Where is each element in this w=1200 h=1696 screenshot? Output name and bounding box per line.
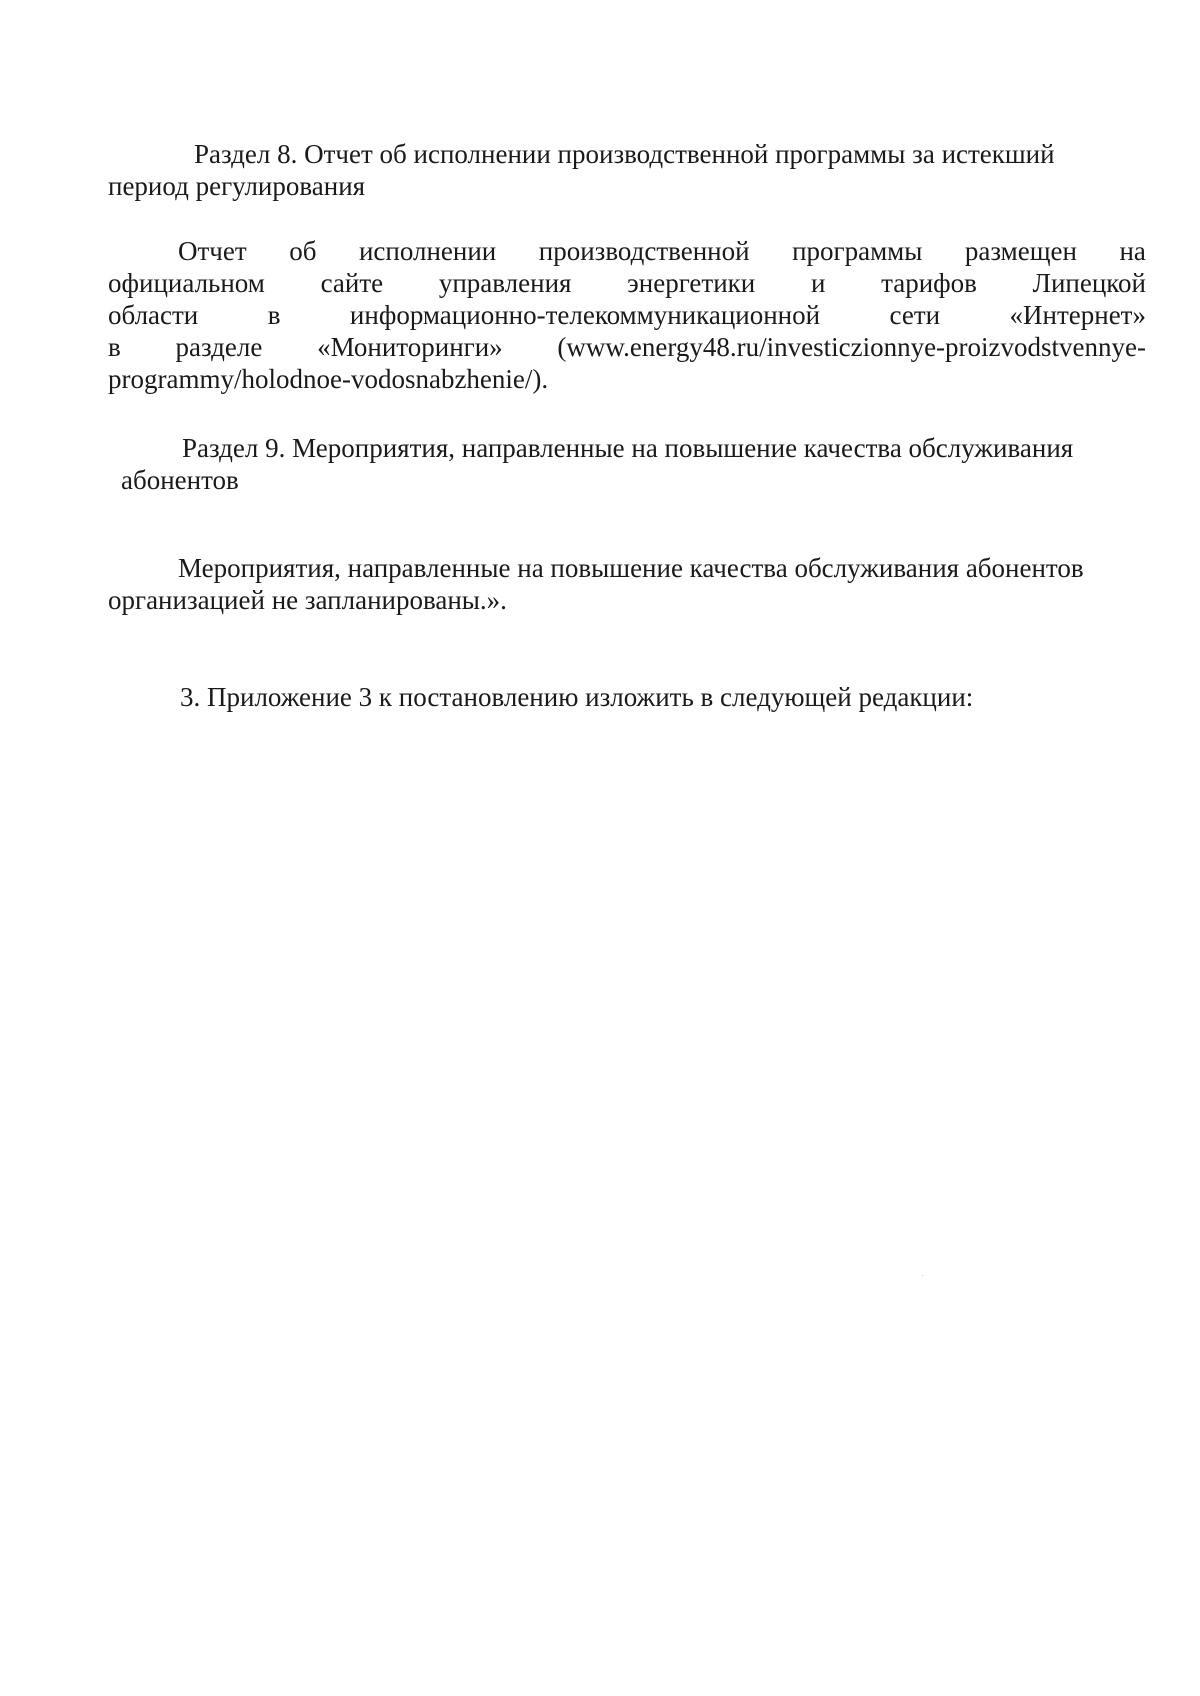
report-line-5: programmy/holodnoe-vodosnabzhenie/). xyxy=(108,364,549,394)
item-3-line-1: 3. Приложение 3 к постановлению изложить в следующей редакции: xyxy=(180,682,974,712)
measures-text: Мероприятия, направленные на повышение качества обслуживания абонентов xyxy=(178,553,1084,583)
report-line-4 xyxy=(108,331,1146,363)
report-line-3 xyxy=(108,299,1146,331)
report-word: сайте xyxy=(320,268,384,298)
report-word: Отчет xyxy=(178,236,247,266)
report-word: исполнении xyxy=(358,236,497,266)
item-3-paragraph xyxy=(108,681,1146,713)
report-word: об xyxy=(289,236,317,266)
section-9-line-1 xyxy=(108,432,1146,464)
report-word: и xyxy=(810,268,826,298)
report-word: Липецкой xyxy=(1032,268,1146,298)
section-8-title-text: Раздел 8. Отчет об исполнении производственной программы за истекший xyxy=(194,139,1055,169)
measures-paragraph xyxy=(108,552,1146,616)
section-8-line-2: период регулирования xyxy=(108,171,366,201)
section-9-title-text: Раздел 9. Мероприятия, направленные на повышение качества обслуживания xyxy=(182,433,1074,463)
report-line-1 xyxy=(108,235,1146,267)
report-word: энергетики xyxy=(627,268,756,298)
report-word: программы xyxy=(792,236,923,266)
section-8-line-1 xyxy=(108,138,1146,170)
scan-speck xyxy=(922,1275,923,1276)
report-word: в xyxy=(108,332,121,362)
report-word: разделе xyxy=(175,332,263,362)
report-word: размещен xyxy=(964,236,1077,266)
report-word: официальном xyxy=(108,268,265,298)
section-9-line-2: абонентов xyxy=(121,465,239,495)
section-9-heading xyxy=(108,432,1146,496)
report-word: тарифов xyxy=(881,268,977,298)
section-8-heading xyxy=(108,138,1146,202)
measures-line-1 xyxy=(108,552,1146,584)
report-word: в xyxy=(267,300,281,330)
measures-line-2: организацией не запланированы.». xyxy=(108,585,507,615)
report-word: производственной xyxy=(538,236,750,266)
report-paragraph xyxy=(108,235,1146,395)
report-url-text: (www.energy48.ru/investiczionnye-proizvodstvennye- xyxy=(557,332,1146,362)
report-word: информационно-телекоммуникационной xyxy=(349,300,821,330)
report-word: области xyxy=(108,300,199,330)
report-word: «Мониторинги» xyxy=(317,332,503,362)
report-word: сети xyxy=(889,300,941,330)
report-line-2 xyxy=(108,267,1146,299)
report-word: «Интернет» xyxy=(1009,300,1146,330)
report-word: на xyxy=(1119,236,1146,266)
report-word: управления xyxy=(438,268,572,298)
